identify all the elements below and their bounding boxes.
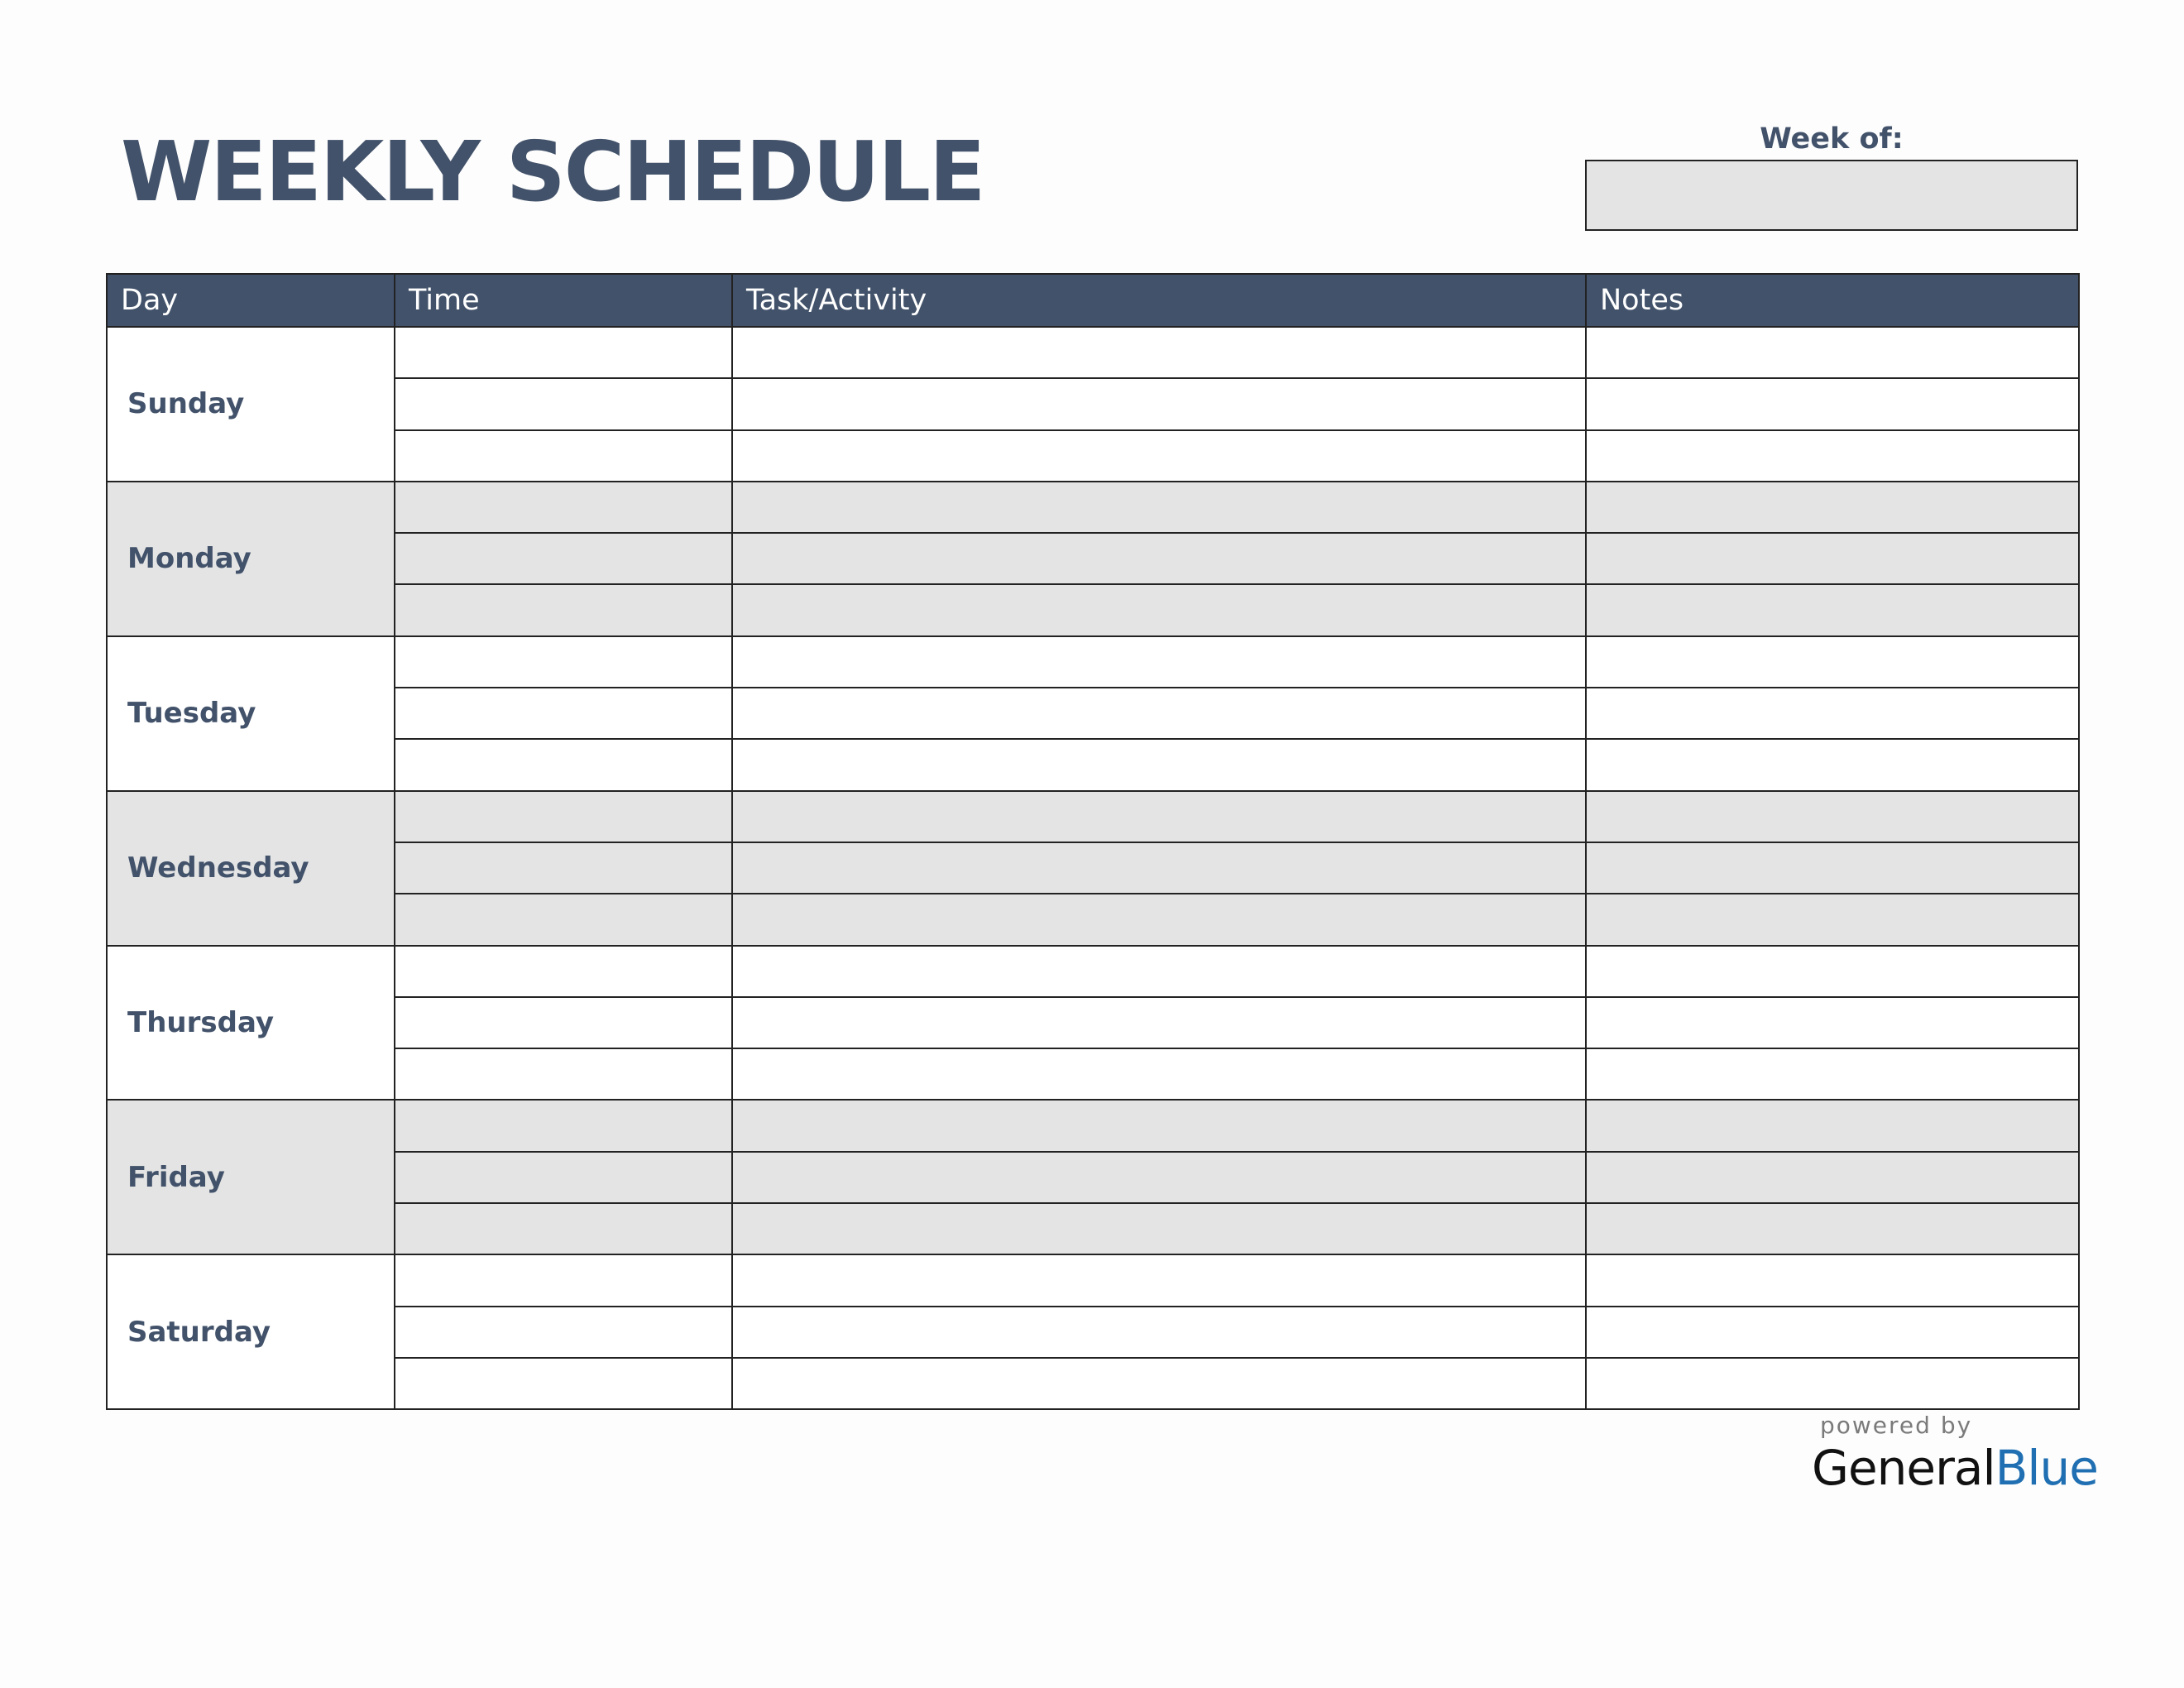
task-cell[interactable] [732,739,1586,790]
task-cell[interactable] [732,1307,1586,1358]
table-row [107,894,2079,945]
table-row [107,842,2079,894]
time-cell[interactable] [395,997,732,1048]
time-cell[interactable] [395,688,732,739]
notes-cell[interactable] [1586,1254,2079,1306]
task-cell[interactable] [732,842,1586,894]
time-cell[interactable] [395,842,732,894]
notes-cell[interactable] [1586,533,2079,584]
table-row [107,430,2079,482]
table-row [107,1152,2079,1203]
page-title: WEEKLY SCHEDULE [121,123,984,220]
notes-cell[interactable] [1586,636,2079,688]
notes-cell[interactable] [1586,327,2079,378]
schedule-body [107,327,2079,1409]
notes-cell[interactable] [1586,430,2079,482]
notes-cell[interactable] [1586,1307,2079,1358]
time-cell[interactable] [395,533,732,584]
notes-cell[interactable] [1586,946,2079,997]
task-cell[interactable] [732,1358,1586,1409]
task-cell[interactable] [732,1254,1586,1306]
table-row [107,791,2079,842]
schedule-table [106,273,2080,1410]
time-cell[interactable] [395,1152,732,1203]
time-cell[interactable] [395,1307,732,1358]
task-cell[interactable] [732,946,1586,997]
time-cell[interactable] [395,1048,732,1100]
task-cell[interactable] [732,482,1586,533]
table-row [107,327,2079,378]
table-row [107,739,2079,790]
task-cell[interactable] [732,688,1586,739]
time-cell[interactable] [395,378,732,429]
notes-cell[interactable] [1586,482,2079,533]
notes-cell[interactable] [1586,1152,2079,1203]
task-cell[interactable] [732,430,1586,482]
time-cell[interactable] [395,1100,732,1151]
header-task: Task/Activity [732,274,1586,327]
table-row [107,533,2079,584]
table-row [107,1100,2079,1151]
table-row [107,1048,2079,1100]
table-row [107,636,2079,688]
table-row [107,1358,2079,1409]
task-cell[interactable] [732,1152,1586,1203]
task-cell[interactable] [732,327,1586,378]
task-cell[interactable] [732,1100,1586,1151]
notes-cell[interactable] [1586,1100,2079,1151]
notes-cell[interactable] [1586,378,2079,429]
notes-cell[interactable] [1586,1048,2079,1100]
task-cell[interactable] [732,1203,1586,1254]
time-cell[interactable] [395,1358,732,1409]
task-cell[interactable] [732,533,1586,584]
time-cell[interactable] [395,636,732,688]
time-cell[interactable] [395,430,732,482]
notes-cell[interactable] [1586,1203,2079,1254]
time-cell[interactable] [395,584,732,635]
time-cell[interactable] [395,482,732,533]
notes-cell[interactable] [1586,997,2079,1048]
header-day: Day [107,274,395,327]
day-label-tuesday: Tuesday [107,636,395,791]
brand-part-2: Blue [1995,1440,2098,1496]
task-cell[interactable] [732,894,1586,945]
time-cell[interactable] [395,739,732,790]
time-cell[interactable] [395,1203,732,1254]
table-row [107,946,2079,997]
notes-cell[interactable] [1586,688,2079,739]
task-cell[interactable] [732,1048,1586,1100]
week-of-label: Week of: [1760,122,1904,156]
time-cell[interactable] [395,791,732,842]
notes-cell[interactable] [1586,791,2079,842]
header-time: Time [395,274,732,327]
day-label-wednesday: Wednesday [107,791,395,946]
header-row [107,274,2079,327]
day-label-monday: Monday [107,482,395,636]
day-label-saturday: Saturday [107,1254,395,1409]
task-cell[interactable] [732,636,1586,688]
table-row [107,1203,2079,1254]
brand-part-1: General [1812,1440,1995,1496]
day-label-thursday: Thursday [107,946,395,1101]
table-row [107,688,2079,739]
time-cell[interactable] [395,894,732,945]
day-label-friday: Friday [107,1100,395,1254]
notes-cell[interactable] [1586,894,2079,945]
task-cell[interactable] [732,791,1586,842]
time-cell[interactable] [395,327,732,378]
table-row [107,997,2079,1048]
table-row [107,1307,2079,1358]
table-row [107,1254,2079,1306]
notes-cell[interactable] [1586,739,2079,790]
notes-cell[interactable] [1586,584,2079,635]
header-notes: Notes [1586,274,2079,327]
task-cell[interactable] [732,378,1586,429]
table-row [107,482,2079,533]
task-cell[interactable] [732,584,1586,635]
table-row [107,584,2079,635]
time-cell[interactable] [395,1254,732,1306]
powered-by-text: powered by [1820,1412,1973,1439]
week-of-field[interactable] [1585,160,2078,231]
table-row [107,378,2079,429]
notes-cell[interactable] [1586,1358,2079,1409]
notes-cell[interactable] [1586,842,2079,894]
brand-logo [1812,1440,2098,1496]
time-cell[interactable] [395,946,732,997]
day-label-sunday: Sunday [107,327,395,482]
task-cell[interactable] [732,997,1586,1048]
